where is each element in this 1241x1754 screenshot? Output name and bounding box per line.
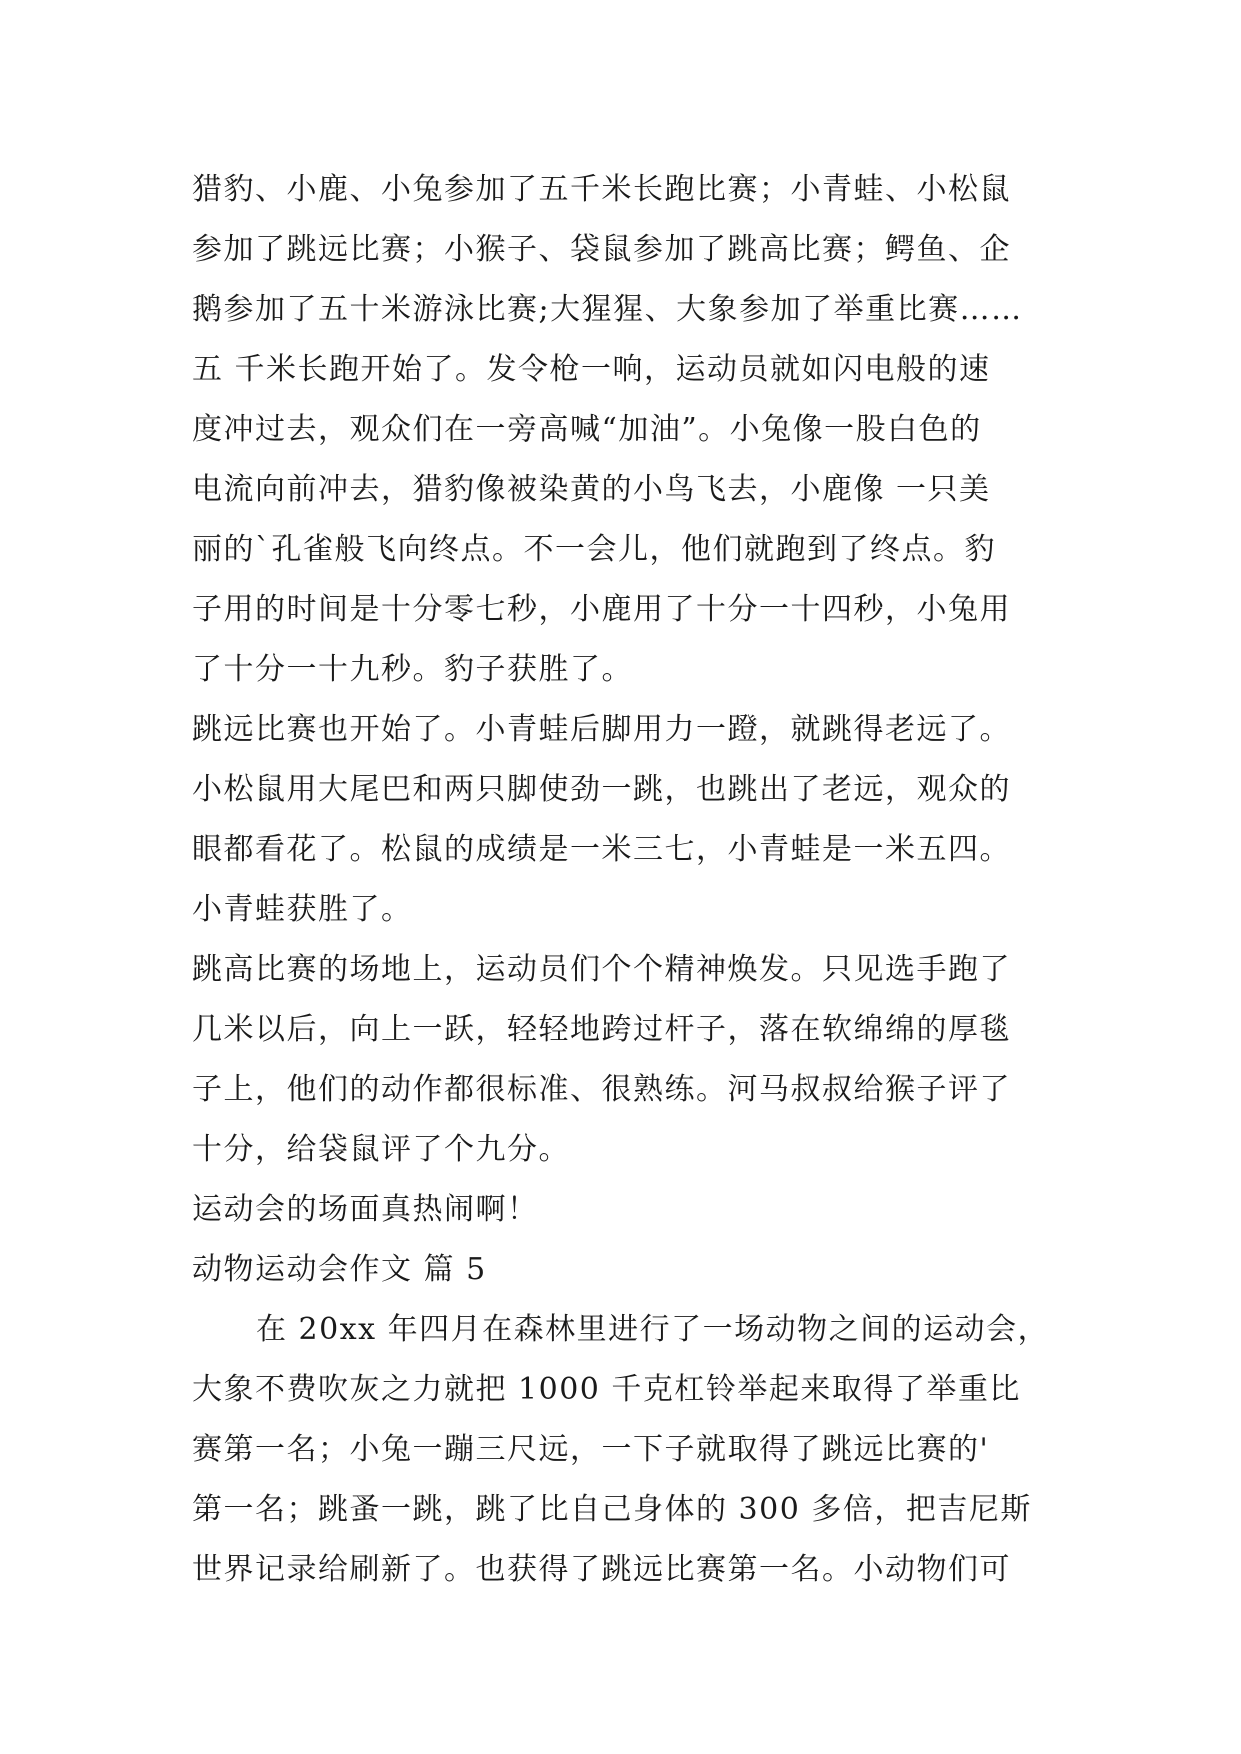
text-line: 五 千米长跑开始了。发令枪一响，运动员就如闪电般的速 bbox=[192, 352, 991, 387]
text-line: 跳高比赛的场地上，运动员们个个精神焕发。只见选手跑了 bbox=[192, 952, 1011, 987]
text-line: 跳远比赛也开始了。小青蛙后脚用力一蹬，就跳得老远了。 bbox=[192, 712, 1011, 747]
text-line: 世界记录给刷新了。也获得了跳远比赛第一名。小动物们可 bbox=[192, 1552, 1011, 1587]
text-line: 猎豹、小鹿、小兔参加了五千米长跑比赛；小青蛙、小松鼠 bbox=[192, 172, 1011, 207]
text-line: 丽的`孔雀般飞向终点。不一会儿，他们就跑到了终点。豹 bbox=[192, 532, 996, 567]
text-line: 几米以后，向上一跃，轻轻地跨过杆子，落在软绵绵的厚毯 bbox=[192, 1012, 1011, 1047]
text-line: 电流向前冲去，猎豹像被染黄的小鸟飞去，小鹿像 一只美 bbox=[192, 472, 991, 507]
text-line: 第一名；跳蚤一跳，跳了比自己身体的 300 多倍，把吉尼斯 bbox=[192, 1492, 1032, 1527]
text-line: 十分，给袋鼠评了个九分。 bbox=[192, 1132, 570, 1167]
text-line: 在 20xx 年四月在森林里进行了一场动物之间的运动会， bbox=[256, 1312, 1050, 1347]
text-line: 大象不费吹灰之力就把 1000 千克杠铃举起来取得了举重比 bbox=[192, 1372, 1021, 1407]
text-line: 赛第一名；小兔一蹦三尺远，一下子就取得了跳远比赛的' bbox=[192, 1432, 990, 1467]
text-line: 运动会的场面真热闹啊！ bbox=[192, 1192, 539, 1227]
section-heading: 动物运动会作文 篇 5 bbox=[192, 1252, 487, 1287]
text-line: 了十分一十九秒。豹子获胜了。 bbox=[192, 652, 633, 687]
text-line: 眼都看花了。松鼠的成绩是一米三七，小青蛙是一米五四。 bbox=[192, 832, 1011, 867]
text-line: 参加了跳远比赛；小猴子、袋鼠参加了跳高比赛；鳄鱼、企 bbox=[192, 232, 1011, 267]
text-line: 度冲过去，观众们在一旁高喊“加油”。小兔像一股白色的 bbox=[192, 412, 982, 447]
text-line: 子上，他们的动作都很标准、很熟练。河马叔叔给猴子评了 bbox=[192, 1072, 1011, 1107]
text-line: 鹅参加了五十米游泳比赛;大猩猩、大象参加了举重比赛…… bbox=[192, 292, 1023, 327]
text-line: 子用的时间是十分零七秒，小鹿用了十分一十四秒，小兔用 bbox=[192, 592, 1011, 627]
text-line: 小青蛙获胜了。 bbox=[192, 892, 413, 927]
document-body bbox=[192, 160, 1072, 1600]
text-line: 小松鼠用大尾巴和两只脚使劲一跳，也跳出了老远，观众的 bbox=[192, 772, 1011, 807]
